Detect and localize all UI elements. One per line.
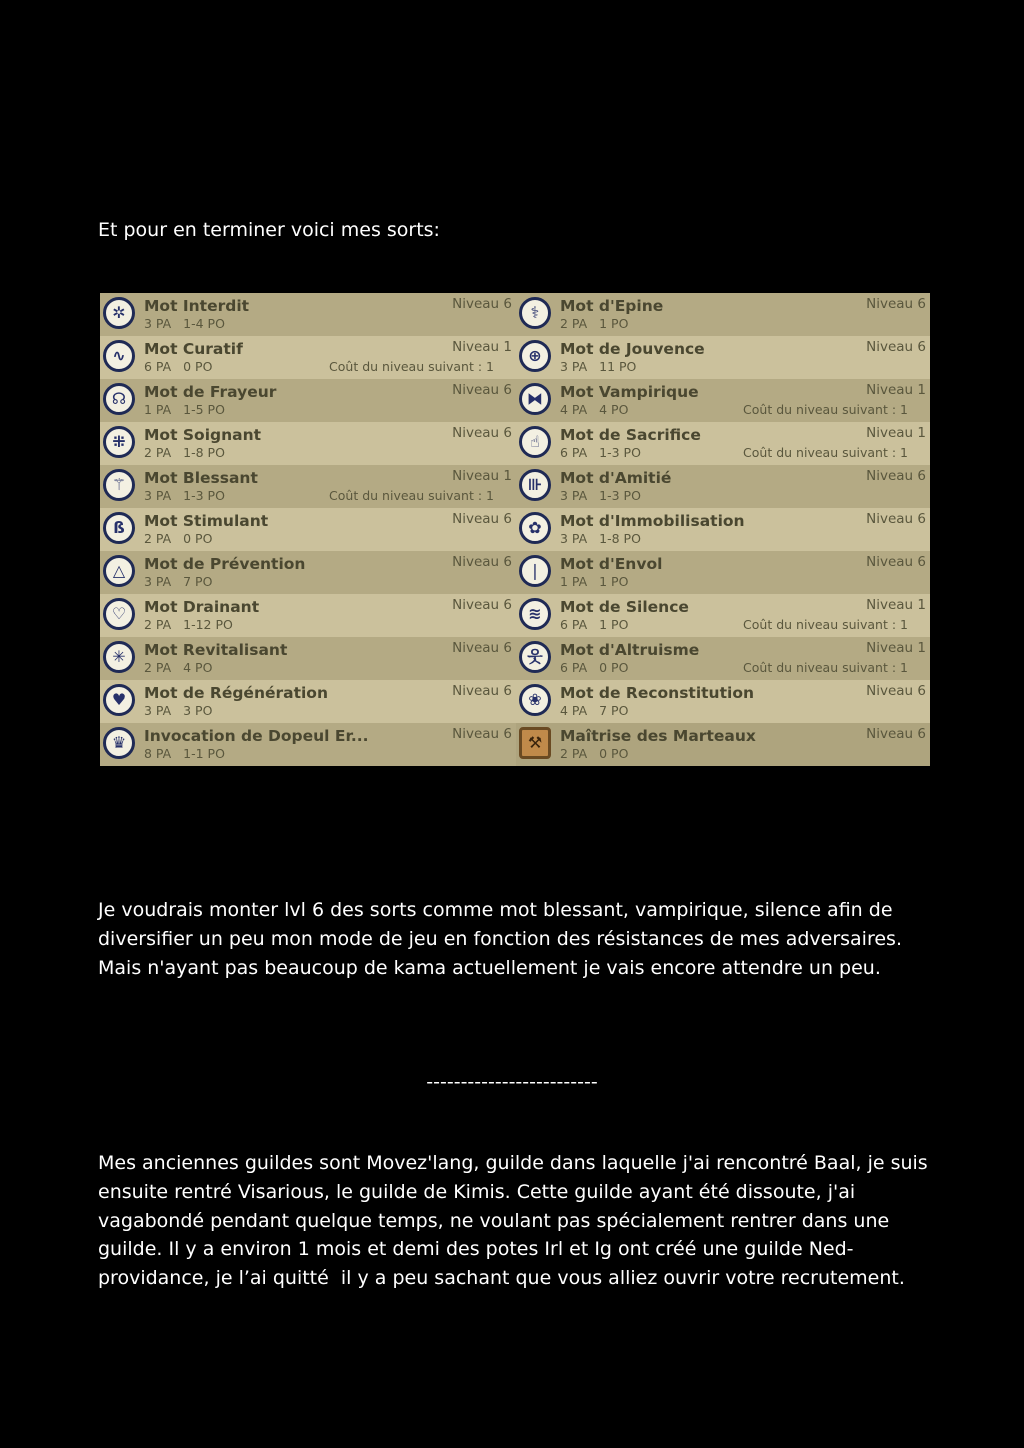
spell-level: Niveau 1 <box>866 640 926 656</box>
spell-row[interactable] <box>516 637 930 680</box>
spell-level: Niveau 6 <box>452 511 512 527</box>
spell-name: Mot de Silence <box>560 598 689 616</box>
heart-icon: ♡ <box>103 598 135 630</box>
spell-level: Niveau 6 <box>866 468 926 484</box>
spell-stats: 4 PA 4 PO <box>560 402 629 417</box>
spell-level: Niveau 6 <box>866 296 926 312</box>
spell-stats: 3 PA 1-3 PO <box>560 488 641 503</box>
spell-level: Niveau 6 <box>452 597 512 613</box>
spell-row[interactable] <box>100 723 516 766</box>
spell-name: Mot d'Envol <box>560 555 663 573</box>
hand-icon: ☝ <box>519 426 551 458</box>
spell-row[interactable] <box>516 594 930 637</box>
spell-row[interactable] <box>100 336 516 379</box>
spell-level: Niveau 6 <box>866 339 926 355</box>
hammer-icon: ⚒ <box>519 727 551 759</box>
spell-name: Mot de Régénération <box>144 684 328 702</box>
spell-next-level-cost: Coût du niveau suivant : 1 <box>743 660 908 675</box>
spell-stats: 2 PA 1-12 PO <box>144 617 233 632</box>
snowflake-icon: ✲ <box>103 297 135 329</box>
crown-icon: ♛ <box>103 727 135 759</box>
spell-level: Niveau 6 <box>452 296 512 312</box>
spell-name: Mot d'Immobilisation <box>560 512 745 530</box>
spell-level: Niveau 6 <box>452 683 512 699</box>
potion-icon: ⊕ <box>519 340 551 372</box>
spell-stats: 3 PA 1-4 PO <box>144 316 225 331</box>
spell-stats: 1 PA 1-5 PO <box>144 402 225 417</box>
spell-row[interactable] <box>516 336 930 379</box>
spell-name: Mot Blessant <box>144 469 258 487</box>
spell-row[interactable] <box>516 465 930 508</box>
spell-stats: 2 PA 1-8 PO <box>144 445 225 460</box>
spell-row[interactable] <box>516 680 930 723</box>
spell-stats: 2 PA 1 PO <box>560 316 629 331</box>
spell-row[interactable] <box>516 508 930 551</box>
separator-line: ------------------------- <box>426 1071 598 1093</box>
spell-stats: 4 PA 7 PO <box>560 703 629 718</box>
spell-stats: 8 PA 1-1 PO <box>144 746 225 761</box>
spell-row[interactable] <box>516 422 930 465</box>
spell-stats: 6 PA 0 PO <box>560 660 629 675</box>
spell-stats: 6 PA 1 PO <box>560 617 629 632</box>
spell-level: Niveau 6 <box>452 640 512 656</box>
creature-icon: ∿ <box>103 340 135 372</box>
spell-row[interactable] <box>100 680 516 723</box>
spell-name: Mot d'Epine <box>560 297 664 315</box>
spell-level: Niveau 6 <box>866 683 926 699</box>
spell-level: Niveau 1 <box>866 382 926 398</box>
waves-icon: ≋ <box>519 598 551 630</box>
spell-row[interactable] <box>100 637 516 680</box>
spell-stats: 2 PA 4 PO <box>144 660 213 675</box>
spell-stats: 3 PA 1-8 PO <box>560 531 641 546</box>
spell-row[interactable] <box>100 379 516 422</box>
spell-stats: 2 PA 0 PO <box>560 746 629 761</box>
spell-stats: 1 PA 1 PO <box>560 574 629 589</box>
heart-drop-icon: ♥ <box>103 684 135 716</box>
spell-level: Niveau 1 <box>452 468 512 484</box>
flower-swirl-icon: ❀ <box>519 684 551 716</box>
spell-stats: 2 PA 0 PO <box>144 531 213 546</box>
spell-row[interactable] <box>516 379 930 422</box>
spell-level: Niveau 6 <box>452 382 512 398</box>
spell-row[interactable] <box>100 594 516 637</box>
spell-name: Mot Drainant <box>144 598 260 616</box>
spell-level: Niveau 6 <box>452 554 512 570</box>
spell-stats: 3 PA 3 PO <box>144 703 213 718</box>
spell-stats: 6 PA 1-3 PO <box>560 445 641 460</box>
spell-row[interactable] <box>100 422 516 465</box>
spell-name: Mot Curatif <box>144 340 243 358</box>
spell-level: Niveau 6 <box>866 554 926 570</box>
spell-name: Mot d'Altruisme <box>560 641 700 659</box>
thorn-icon: ⚕ <box>519 297 551 329</box>
spell-level: Niveau 6 <box>452 425 512 441</box>
spell-next-level-cost: Coût du niveau suivant : 1 <box>329 488 494 503</box>
pillars-icon: ⊪ <box>519 469 551 501</box>
spell-name: Mot de Sacrifice <box>560 426 701 444</box>
spiral-icon: ß <box>103 512 135 544</box>
spell-level: Niveau 1 <box>866 425 926 441</box>
spell-next-level-cost: Coût du niveau suivant : 1 <box>743 617 908 632</box>
spell-name: Invocation de Dopeul Er... <box>144 727 369 745</box>
spell-row[interactable] <box>516 293 930 336</box>
person-icon: 웃 <box>519 641 551 673</box>
spell-next-level-cost: Coût du niveau suivant : 1 <box>743 402 908 417</box>
spell-list <box>100 293 930 766</box>
spell-name: Mot de Jouvence <box>560 340 705 358</box>
spell-row[interactable] <box>100 465 516 508</box>
cross-dots-icon: ⁜ <box>103 426 135 458</box>
spell-stats: 6 PA 0 PO <box>144 359 213 374</box>
triangle-icon: △ <box>103 555 135 587</box>
paragraph-guild-history: Mes anciennes guildes sont Movez'lang, guilde dans laquelle j'ai rencontré Baal, je suis ensuite rentré Visarious, le guilde de Kimis. Cette guilde ayant été dissoute, j'ai vagabondé pendant quelque temps, ne voulant pas spécialement rentrer dans une guilde. Il y a environ 1 mois et demi des potes Irl et Ig ont créé une guilde Ned-providance, je l’ai quitté il y a peu sachant que vous alliez ouvrir votre recrutement. <box>98 1152 934 1290</box>
spell-name: Mot de Frayeur <box>144 383 277 401</box>
bat-icon: ⧓ <box>519 383 551 415</box>
mask-icon: ☊ <box>103 383 135 415</box>
spell-name: Mot de Reconstitution <box>560 684 754 702</box>
spell-name: Mot Interdit <box>144 297 250 315</box>
spell-level: Niveau 6 <box>452 726 512 742</box>
spell-level: Niveau 6 <box>866 511 926 527</box>
spell-name: Mot Stimulant <box>144 512 269 530</box>
flower-icon: ✿ <box>519 512 551 544</box>
spell-name: Maîtrise des Marteaux <box>560 727 756 745</box>
spell-name: Mot d'Amitié <box>560 469 672 487</box>
spell-stats: 3 PA 11 PO <box>560 359 637 374</box>
star-cross-icon: ✳ <box>103 641 135 673</box>
spell-level: Niveau 1 <box>866 597 926 613</box>
spell-name: Mot Soignant <box>144 426 262 444</box>
figure-icon: ⚚ <box>103 469 135 501</box>
spell-next-level-cost: Coût du niveau suivant : 1 <box>329 359 494 374</box>
spell-level: Niveau 1 <box>452 339 512 355</box>
feather-icon: ❘ <box>519 555 551 587</box>
spell-name: Mot Revitalisant <box>144 641 288 659</box>
intro-text: Et pour en terminer voici mes sorts: <box>98 219 440 241</box>
spell-row[interactable] <box>100 551 516 594</box>
spell-row[interactable] <box>516 551 930 594</box>
spell-stats: 3 PA 1-3 PO <box>144 488 225 503</box>
spell-row[interactable] <box>516 723 930 766</box>
spell-row[interactable] <box>100 293 516 336</box>
spell-row[interactable] <box>100 508 516 551</box>
spell-next-level-cost: Coût du niveau suivant : 1 <box>743 445 908 460</box>
spell-level: Niveau 6 <box>866 726 926 742</box>
spell-stats: 3 PA 7 PO <box>144 574 213 589</box>
spell-name: Mot Vampirique <box>560 383 699 401</box>
spell-name: Mot de Prévention <box>144 555 306 573</box>
paragraph-spell-plans: Je voudrais monter lvl 6 des sorts comme mot blessant, vampirique, silence afin de diversifier un peu mon mode de jeu en fonction des résistances de mes adversaires. Mais n'ayant pas beaucoup de kama actuellement je vais encore attendre un peu. <box>98 899 909 979</box>
